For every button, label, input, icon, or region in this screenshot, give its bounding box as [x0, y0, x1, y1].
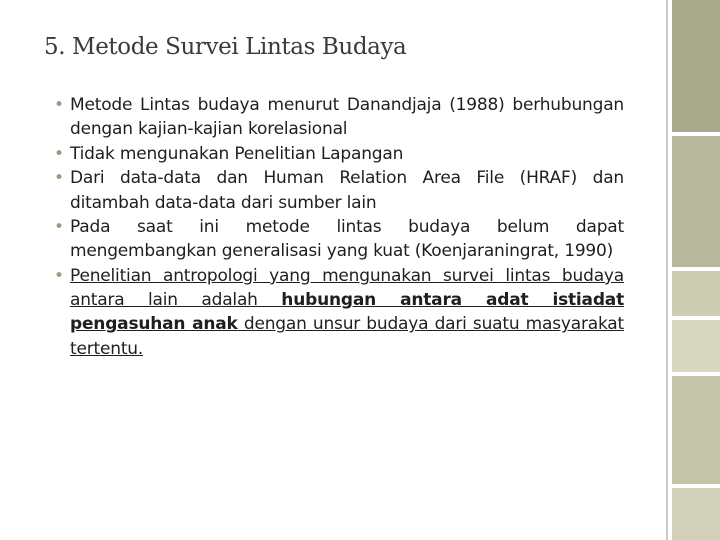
sidebar-block [672, 271, 720, 316]
bullet-text: Pada saat ini metode lintas budaya belum dapat mengembangkan generalisasi yang kuat (Koenjaraningrat, 1990) [70, 217, 624, 262]
sidebar-block [672, 376, 720, 484]
bullet-item [54, 142, 624, 166]
bullet-text: Dari data-data dan Human Relation Area File (HRAF) dan ditambah data-data dari sumber lain [70, 168, 624, 213]
sidebar-divider-line [666, 0, 668, 540]
underlined-text: Penelitian antropologi yang mengunakan survei lintas budaya antara lain adalah [70, 265, 624, 311]
bullet-item [54, 166, 624, 214]
bullet-item-underlined [54, 264, 624, 361]
bullet-text: Metode Lintas budaya menurut Danandjaja (1988) berhubungan dengan kajian-kajian korelasional [70, 95, 624, 140]
bullet-item [54, 215, 624, 263]
sidebar-block [672, 320, 720, 372]
bullet-item [54, 93, 624, 141]
decorative-sidebar [666, 0, 720, 540]
bullet-text: Tidak mengunakan Penelitian Lapangan [70, 143, 404, 164]
slide-title: 5. Metode Survei Lintas Budaya [44, 34, 407, 60]
bullet-marker-icon: • [54, 95, 64, 115]
sidebar-block [672, 0, 720, 132]
bullet-list [54, 93, 624, 361]
bold-underlined-text: hubungan antara adat istiadat pengasuhan anak [70, 290, 624, 335]
bullet-marker-icon: • [54, 217, 64, 238]
sidebar-block [672, 488, 720, 540]
bullet-marker-icon: • [54, 143, 64, 164]
sidebar-block [672, 136, 720, 267]
underlined-text-end: dengan unsur budaya dari suatu masyarakat tertentu. [70, 314, 624, 359]
bullet-marker-icon: • [54, 168, 64, 189]
bullet-marker-icon: • [54, 265, 64, 286]
